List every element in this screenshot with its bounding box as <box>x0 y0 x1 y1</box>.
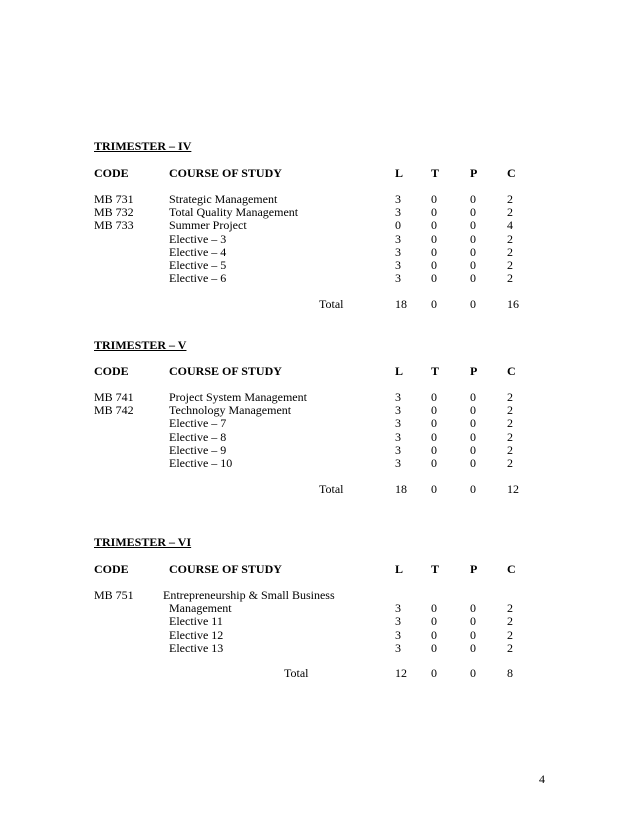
column-header-t: T <box>431 364 440 378</box>
course-name: Elective – 3 <box>169 231 227 246</box>
credit-c: 2 <box>507 429 513 444</box>
credit-t: 0 <box>431 442 437 457</box>
trimester-title: TRIMESTER – V <box>94 338 187 352</box>
credit-c: 2 <box>507 456 513 470</box>
credit-t: 0 <box>431 192 437 206</box>
credit-l: 3 <box>395 244 401 259</box>
credit-t: 0 <box>431 258 437 272</box>
credit-t: 0 <box>431 640 437 655</box>
credit-p: 0 <box>470 442 476 457</box>
total-p: 0 <box>470 482 476 496</box>
column-header-l: L <box>395 166 404 180</box>
credit-c: 2 <box>507 205 513 220</box>
credit-c: 2 <box>507 601 513 616</box>
trimester-title: TRIMESTER – IV <box>94 139 192 153</box>
course-name: Strategic Management <box>169 192 278 206</box>
column-header-c: C <box>507 166 516 180</box>
total-l: 18 <box>395 482 407 496</box>
total-c: 16 <box>507 297 519 311</box>
credit-c: 2 <box>507 614 513 629</box>
column-header-c: C <box>507 364 516 378</box>
course-name: Elective 11 <box>169 614 223 629</box>
column-header-code: CODE <box>94 364 129 378</box>
course-name: Elective – 5 <box>169 258 227 272</box>
credit-p: 0 <box>470 271 476 286</box>
credit-p: 0 <box>470 231 476 246</box>
total-c: 8 <box>507 666 513 680</box>
credit-p: 0 <box>470 627 476 642</box>
credit-p: 0 <box>470 258 476 272</box>
total-t: 0 <box>431 482 437 496</box>
course-name: Elective – 9 <box>169 442 227 457</box>
credit-t: 0 <box>431 244 437 259</box>
credit-p: 0 <box>470 429 476 444</box>
course-name: Elective – 4 <box>169 244 227 259</box>
credit-c: 2 <box>507 244 513 259</box>
credit-c: 2 <box>507 258 513 272</box>
column-header-course: COURSE OF STUDY <box>169 166 282 180</box>
course-name: Total Quality Management <box>169 205 299 220</box>
course-name: Project System Management <box>169 390 307 404</box>
course-code: MB 742 <box>94 403 134 418</box>
credit-c: 4 <box>507 218 513 233</box>
credit-p: 0 <box>470 614 476 629</box>
column-header-l: L <box>395 364 404 378</box>
course-name: Management <box>169 601 232 616</box>
credit-l: 3 <box>395 456 401 470</box>
credit-t: 0 <box>431 614 437 629</box>
course-name: Technology Management <box>169 403 292 418</box>
credit-t: 0 <box>431 271 437 286</box>
credit-t: 0 <box>431 205 437 220</box>
credit-l: 3 <box>395 640 401 655</box>
total-c: 12 <box>507 482 519 496</box>
course-code: MB 733 <box>94 218 134 233</box>
course-name: Elective 12 <box>169 627 224 642</box>
course-name: Summer Project <box>169 218 247 233</box>
total-l: 18 <box>395 297 407 311</box>
credit-l: 3 <box>395 614 401 629</box>
credit-l: 3 <box>395 271 401 286</box>
credit-t: 0 <box>431 456 437 470</box>
credit-l: 3 <box>395 442 401 457</box>
column-header-t: T <box>431 166 440 180</box>
credit-p: 0 <box>470 192 476 206</box>
credit-p: 0 <box>470 640 476 655</box>
course-code: MB 731 <box>94 192 134 206</box>
course-code: MB 751 <box>94 588 134 602</box>
credit-p: 0 <box>470 403 476 418</box>
course-name: Elective – 8 <box>169 429 227 444</box>
credit-c: 2 <box>507 640 513 655</box>
column-header-code: CODE <box>94 166 129 180</box>
credit-t: 0 <box>431 390 437 404</box>
credit-c: 2 <box>507 403 513 418</box>
credit-l: 3 <box>395 205 401 220</box>
credit-t: 0 <box>431 218 437 233</box>
course-name: Entrepreneurship & Small Business <box>163 588 335 602</box>
credit-p: 0 <box>470 205 476 220</box>
credit-l: 3 <box>395 192 401 206</box>
credit-c: 2 <box>507 231 513 246</box>
credit-t: 0 <box>431 403 437 418</box>
credit-l: 3 <box>395 231 401 246</box>
credit-p: 0 <box>470 218 476 233</box>
credit-l: 3 <box>395 429 401 444</box>
column-header-p: P <box>470 562 478 576</box>
credit-t: 0 <box>431 416 437 431</box>
credit-p: 0 <box>470 416 476 431</box>
column-header-c: C <box>507 562 516 576</box>
credit-t: 0 <box>431 627 437 642</box>
credit-c: 2 <box>507 416 513 431</box>
credit-c: 2 <box>507 192 513 206</box>
total-t: 0 <box>431 297 437 311</box>
credit-l: 3 <box>395 403 401 418</box>
credit-t: 0 <box>431 601 437 616</box>
column-header-l: L <box>395 562 404 576</box>
total-label: Total <box>284 666 309 680</box>
course-name: Elective – 6 <box>169 271 227 286</box>
course-code: MB 741 <box>94 390 134 404</box>
column-header-course: COURSE OF STUDY <box>169 562 282 576</box>
credit-c: 2 <box>507 271 513 286</box>
trimester-title: TRIMESTER – VI <box>94 535 192 549</box>
total-p: 0 <box>470 297 476 311</box>
credit-c: 2 <box>507 442 513 457</box>
credit-p: 0 <box>470 456 476 470</box>
column-header-course: COURSE OF STUDY <box>169 364 282 378</box>
course-name: Elective – 7 <box>169 416 227 431</box>
credit-t: 0 <box>431 429 437 444</box>
credit-l: 3 <box>395 601 401 616</box>
column-header-p: P <box>470 364 478 378</box>
credit-c: 2 <box>507 627 513 642</box>
credit-p: 0 <box>470 244 476 259</box>
total-l: 12 <box>395 666 407 680</box>
column-header-t: T <box>431 562 440 576</box>
credit-l: 3 <box>395 416 401 431</box>
page-number: 4 <box>539 772 545 786</box>
credit-l: 3 <box>395 627 401 642</box>
column-header-p: P <box>470 166 478 180</box>
credit-t: 0 <box>431 231 437 246</box>
credit-l: 0 <box>395 218 401 233</box>
column-header-code: CODE <box>94 562 129 576</box>
course-code: MB 732 <box>94 205 134 220</box>
credit-c: 2 <box>507 390 513 404</box>
total-p: 0 <box>470 666 476 680</box>
credit-l: 3 <box>395 390 401 404</box>
course-name: Elective – 10 <box>169 456 233 470</box>
total-label: Total <box>319 297 344 311</box>
course-name: Elective 13 <box>169 640 224 655</box>
total-t: 0 <box>431 666 437 680</box>
credit-p: 0 <box>470 390 476 404</box>
total-label: Total <box>319 482 344 496</box>
credit-l: 3 <box>395 258 401 272</box>
credit-p: 0 <box>470 601 476 616</box>
